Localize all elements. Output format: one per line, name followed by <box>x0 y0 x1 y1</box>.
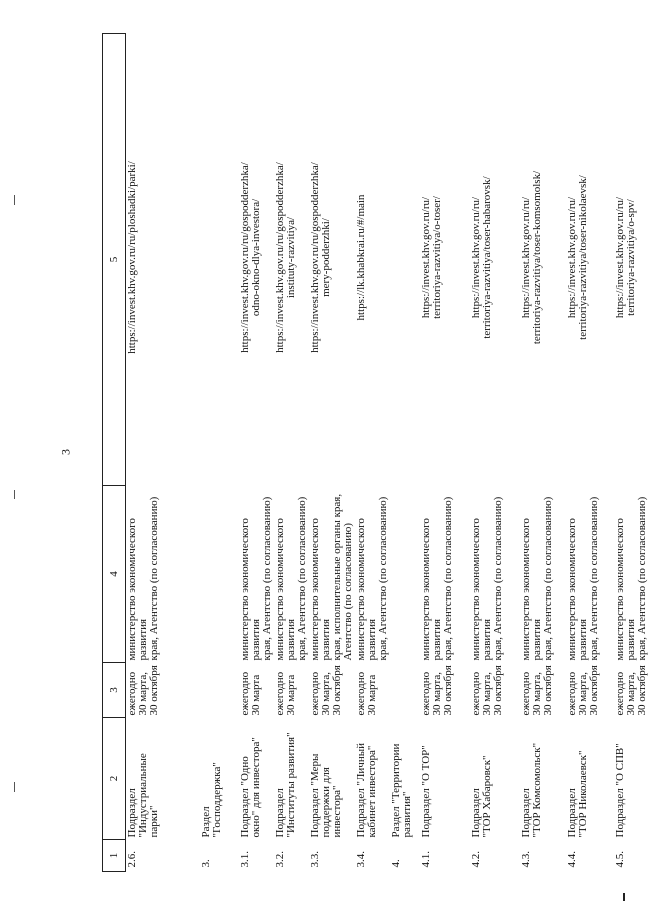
table-row <box>566 34 614 872</box>
section-name-cell: Подраздел "ТОР Хабаровск" <box>470 755 493 838</box>
row-number-cell: 4.2. <box>470 851 482 868</box>
table-row <box>390 34 420 872</box>
section-name-cell: Подраздел "ТОР Николаевск" <box>566 750 589 838</box>
table-row <box>355 34 390 872</box>
row-number-cell: 2.6. <box>126 851 138 868</box>
url-cell: https://invest.khv.gov.ru/ru/ territoriya-razvitiya/toser-komsomolsk/ <box>520 170 543 345</box>
update-period-cell: ежегодно 30 марта <box>274 671 297 716</box>
url-cell: https://invest.khv.gov.ru/ru/gospodderzhka/ instituty-razvitiya/ <box>274 162 297 353</box>
scan-mark <box>14 490 15 499</box>
update-period-cell: ежегодно 30 марта, 30 октября <box>309 665 343 716</box>
section-name-cell: Подраздел "Индустриальные парки" <box>126 753 160 838</box>
update-period-cell <box>200 663 239 718</box>
responsible-body-cell: министерство экономического развития края, Агентство (по согласованию) <box>274 496 308 661</box>
scan-mark <box>623 893 625 901</box>
row-number-cell: 4.3. <box>520 851 532 868</box>
table-header-cell: 1 <box>103 840 126 872</box>
table-row <box>126 34 201 872</box>
section-name-cell: Подраздел "О СПВ" <box>614 743 626 838</box>
section-name-cell: Раздел "Территории развития" <box>390 743 413 838</box>
update-period-cell: ежегодно 30 марта, 30 октября <box>566 665 600 716</box>
url-cell: https://invest.khv.gov.ru/ru/ploshadki/parki/ <box>126 161 138 354</box>
url-cell: https://invest.khv.gov.ru/ru/gospodderzhka/ mery-podderzhki/ <box>309 162 332 353</box>
section-name-cell: Подраздел "Одно окно" для инвестора" <box>239 737 262 838</box>
update-period-cell <box>390 663 420 718</box>
responsible-body-cell: министерство экономического развития края, Агентство (по согласованию) <box>239 496 273 661</box>
table-row <box>420 34 470 872</box>
row-number-cell: 3. <box>200 859 212 868</box>
update-period-cell: ежегодно 30 марта, 30 октября <box>520 665 554 716</box>
table-row <box>614 34 662 872</box>
section-name-cell: Подраздел "Меры поддержки для инвестора" <box>309 753 343 838</box>
responsible-body-cell <box>390 486 420 663</box>
rotated-table-container <box>102 34 648 872</box>
responsible-body-cell: министерство экономического развития края, Агентство (по согласованию) <box>126 496 160 661</box>
url-cell: https://invest.khv.gov.ru/ru/ territoriya-razvitiya/o-spv/ <box>614 196 637 319</box>
table-row <box>470 34 520 872</box>
update-period-cell: ежегодно 30 марта, 30 октября <box>614 665 648 716</box>
row-number-cell: 3.2. <box>274 851 286 868</box>
row-number-cell: 3.3. <box>309 851 321 868</box>
table-row <box>200 34 239 872</box>
url-cell: https://invest.khv.gov.ru/ru/ territoriya-razvitiya/toser-nikolaevsk/ <box>566 175 589 340</box>
page-number: 3 <box>58 449 73 455</box>
responsible-body-cell: министерство экономического развития края, Агентство (по согласованию) <box>520 496 554 661</box>
table-header-cell: 5 <box>103 34 126 486</box>
section-name-cell: Подраздел "ТОР Комсомольск" <box>520 742 543 838</box>
section-name-cell: Подраздел "Личный кабинет инвестора" <box>355 742 378 838</box>
row-number-cell: 4.5. <box>614 851 626 868</box>
section-name-cell: Раздел "Господдержка" <box>200 762 223 838</box>
responsible-body-cell: министерство экономического развития края, Агентство (по согласованию) <box>566 496 600 661</box>
scan-mark <box>14 195 15 205</box>
table-header-cell: 2 <box>103 718 126 840</box>
row-number-cell: 3.4. <box>355 851 367 868</box>
scan-mark <box>14 782 15 792</box>
responsible-body-cell: министерство экономического развития края, Агентство (по согласованию) <box>355 496 389 661</box>
table-row <box>309 34 355 872</box>
responsible-body-cell <box>200 486 239 663</box>
table-row <box>520 34 566 872</box>
table-header-row <box>103 34 126 872</box>
row-number-cell: 3.1. <box>239 851 251 868</box>
url-cell <box>200 34 239 486</box>
table-header-cell: 3 <box>103 663 126 718</box>
responsible-body-cell: министерство экономического развития края, исполнительные органы края, Агентство (по согласованию) <box>309 493 354 661</box>
update-period-cell: ежегодно 30 марта <box>355 671 378 716</box>
update-period-cell: ежегодно 30 марта, 30 октября <box>126 665 160 716</box>
update-period-cell: ежегодно 30 марта <box>239 671 262 716</box>
table-row <box>239 34 274 872</box>
sections-table <box>102 33 662 872</box>
url-cell: https://invest.khv.gov.ru/ru/ territoriya-razvitiya/toser-habarovsk/ <box>470 176 493 339</box>
responsible-body-cell: министерство экономического развития края, Агентство (по согласованию) <box>420 496 454 661</box>
url-cell: https://lk.khabkrai.ru/#/main <box>355 194 367 321</box>
row-number-cell: 4.4. <box>566 851 578 868</box>
url-cell <box>390 34 420 486</box>
url-cell: https://invest.khv.gov.ru/ru/gospodderzhka/ odno-okno-dlya-investora/ <box>239 162 262 353</box>
row-number-cell: 4. <box>390 859 402 868</box>
responsible-body-cell: министерство экономического развития края, Агентство (по согласованию) <box>614 496 648 661</box>
update-period-cell: ежегодно 30 марта, 30 октября <box>420 665 454 716</box>
table-header-cell: 4 <box>103 486 126 663</box>
responsible-body-cell: министерство экономического развития края, Агентство (по согласованию) <box>470 496 504 661</box>
update-period-cell: ежегодно 30 марта, 30 октября <box>470 665 504 716</box>
table-row <box>274 34 309 872</box>
section-name-cell: Подраздел "Институты развития" <box>274 732 297 838</box>
section-name-cell: Подраздел "О ТОР" <box>420 745 432 838</box>
row-number-cell: 4.1. <box>420 851 432 868</box>
url-cell: https://invest.khv.gov.ru/ru/ territoriya-razvitiya/o-toser/ <box>420 196 443 319</box>
